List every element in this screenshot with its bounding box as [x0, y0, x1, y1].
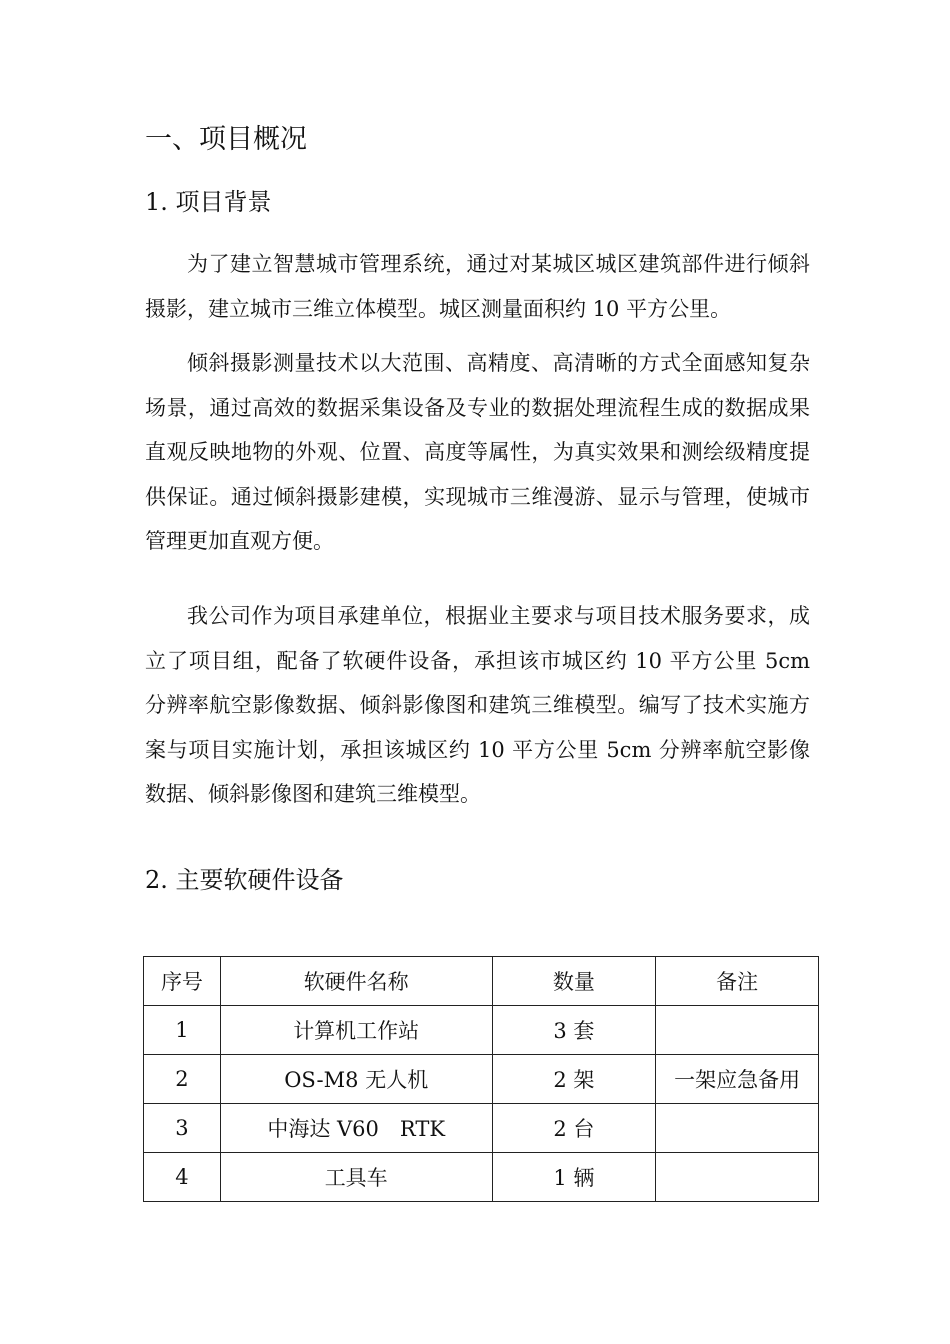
cell-name: 中海达 V60 RTK [220, 1104, 492, 1153]
cell-name: 工具车 [220, 1153, 492, 1202]
table-row [144, 1055, 819, 1104]
equipment-table [143, 956, 819, 1202]
cell-no: 4 [144, 1153, 221, 1202]
header-cell-name: 软硬件名称 [220, 957, 492, 1006]
cell-no: 2 [144, 1055, 221, 1104]
cell-note [656, 1006, 819, 1055]
cell-name: 计算机工作站 [220, 1006, 492, 1055]
cell-no: 1 [144, 1006, 221, 1055]
cell-quantity: 2 架 [492, 1055, 656, 1104]
paragraph-3: 我公司作为项目承建单位，根据业主要求与项目技术服务要求，成立了项目组，配备了软硬件设备，承担该市城区约 10 平方公里 5cm 分辨率航空影像数据、倾斜影像图和建筑三维模型。编写了技术实施方案与项目实施计划，承担该城区约 10 平方公里 5cm 分辨率航空影像数据、倾斜影像图和建筑三维模型。 [145, 604, 810, 807]
table-header-row [144, 957, 819, 1006]
cell-no: 3 [144, 1104, 221, 1153]
cell-note [656, 1153, 819, 1202]
cell-quantity: 1 辆 [492, 1153, 656, 1202]
cell-note: 一架应急备用 [656, 1055, 819, 1104]
table-row [144, 1006, 819, 1055]
table-row [144, 1153, 819, 1202]
table-row [144, 1104, 819, 1153]
header-cell-note: 备注 [656, 957, 819, 1006]
header-cell-no: 序号 [144, 957, 221, 1006]
section-heading-background: 1. 项目背景 [145, 188, 272, 216]
page-title: 一、项目概况 [145, 124, 307, 155]
cell-quantity: 3 套 [492, 1006, 656, 1055]
cell-name: OS-M8 无人机 [220, 1055, 492, 1104]
header-cell-quantity: 数量 [492, 957, 656, 1006]
cell-note [656, 1104, 819, 1153]
paragraph-1: 为了建立智慧城市管理系统，通过对某城区城区建筑部件进行倾斜摄影，建立城市三维立体模型。城区测量面积约 10 平方公里。 [145, 252, 810, 321]
section-heading-equipment: 2. 主要软硬件设备 [145, 866, 344, 894]
cell-quantity: 2 台 [492, 1104, 656, 1153]
paragraph-2: 倾斜摄影测量技术以大范围、高精度、高清晰的方式全面感知复杂场景，通过高效的数据采集设备及专业的数据处理流程生成的数据成果直观反映地物的外观、位置、高度等属性，为真实效果和测绘级精度提供保证。通过倾斜摄影建模，实现城市三维漫游、显示与管理，使城市管理更加直观方便。 [145, 351, 810, 554]
